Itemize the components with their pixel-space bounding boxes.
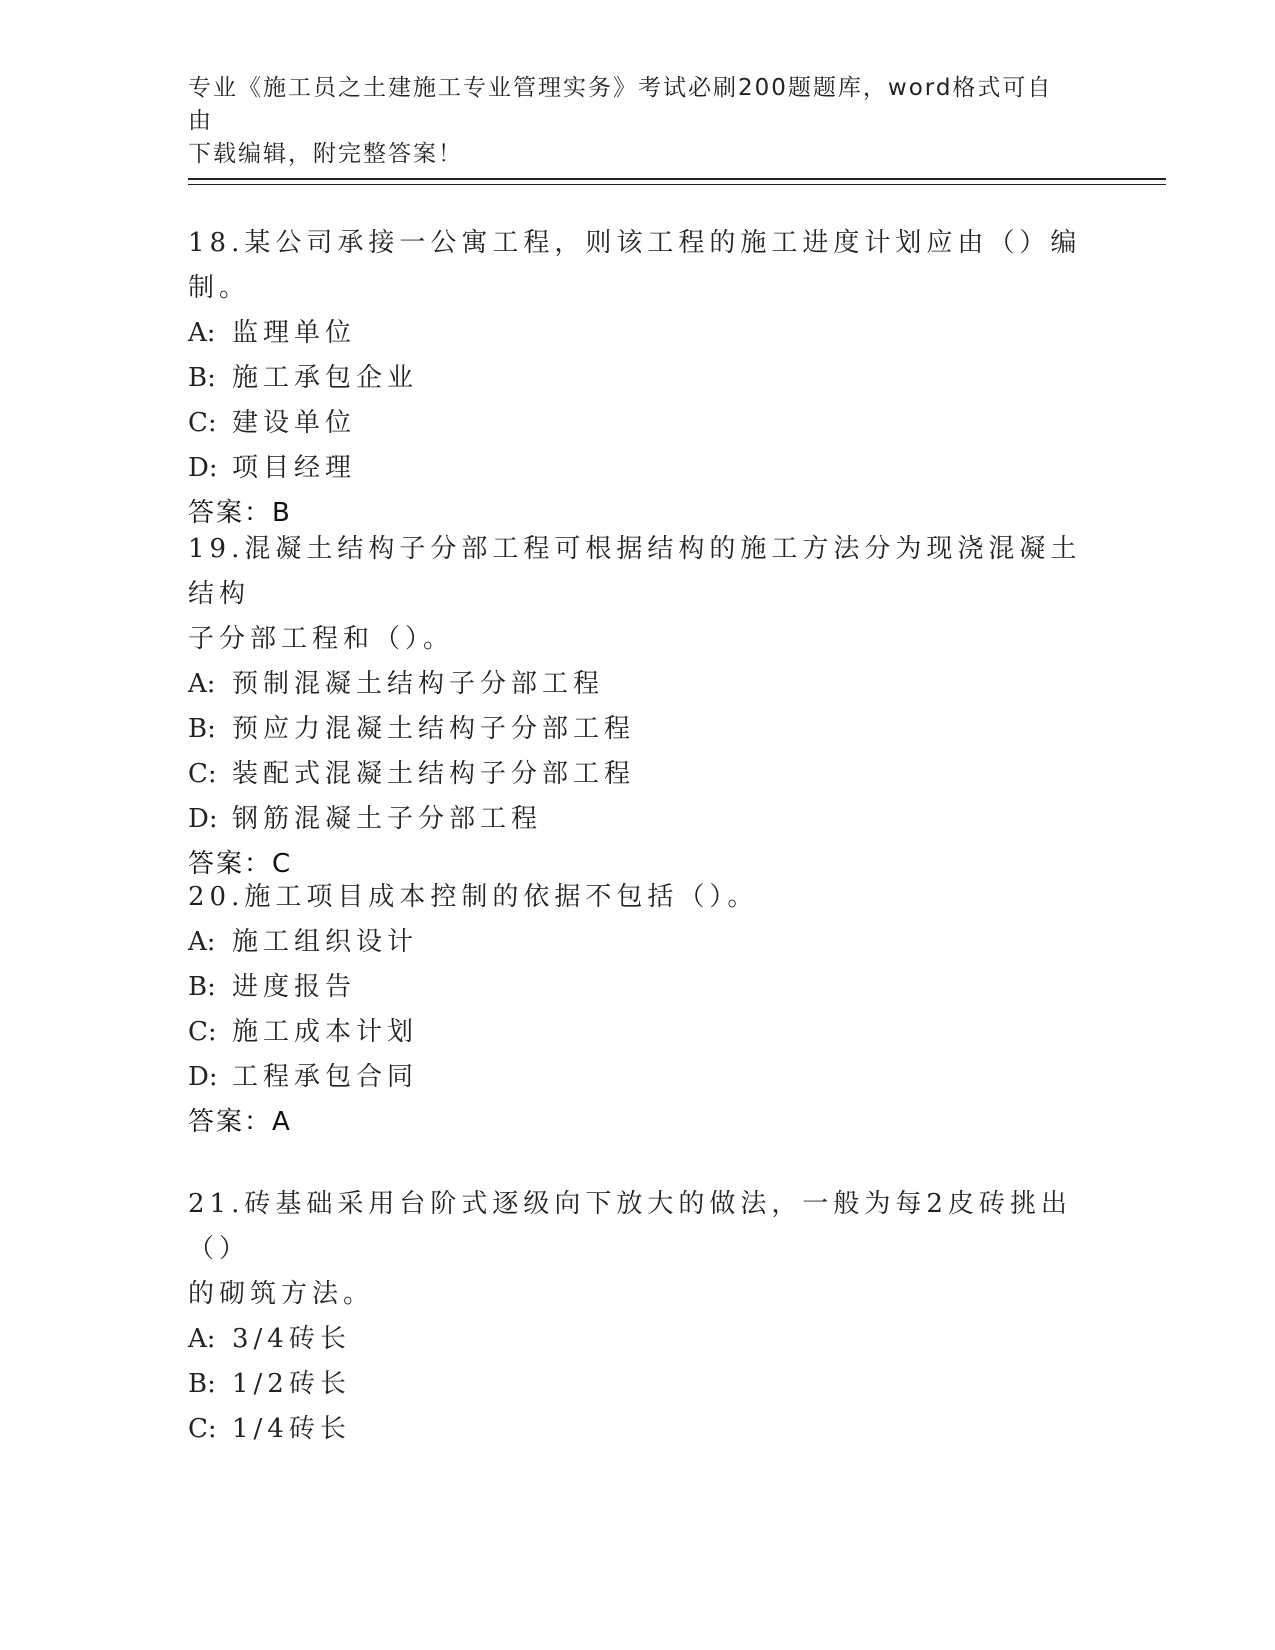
option-a — [188, 311, 1088, 356]
option-c — [188, 1010, 1088, 1055]
option-label: A: — [188, 318, 216, 348]
answer: 答案：B — [188, 498, 292, 528]
answer: 答案：C — [188, 849, 293, 879]
question-stem: 20.施工项目成本控制的依据不包括（）。 — [188, 882, 759, 912]
header-divider-thick — [188, 178, 1166, 180]
option-d — [188, 797, 1088, 842]
header-divider-thin — [188, 184, 1166, 185]
option-label: A: — [188, 669, 216, 699]
option-text: 施工承包企业 — [232, 363, 419, 393]
option-label: B: — [188, 363, 216, 393]
option-label: C: — [188, 1017, 217, 1047]
option-text: 钢筋混凝土子分部工程 — [232, 804, 543, 834]
option-text: 施工组织设计 — [232, 927, 419, 957]
option-d — [188, 446, 1088, 491]
option-a — [188, 662, 1088, 707]
question-stem-line-1: 21.砖基础采用台阶式逐级向下放大的做法，一般为每2皮砖挑出（） — [188, 1189, 1072, 1264]
option-label: D: — [188, 804, 218, 834]
option-text: 3/4砖长 — [232, 1324, 351, 1354]
question-stem-line-1: 19.混凝土结构子分部工程可根据结构的施工方法分为现浇混凝土结构 — [188, 534, 1082, 609]
option-label: C: — [188, 759, 217, 789]
option-text: 项目经理 — [232, 453, 357, 483]
option-c — [188, 1407, 1088, 1452]
option-label: B: — [188, 1369, 216, 1399]
option-label: B: — [188, 714, 216, 744]
option-d — [188, 1055, 1088, 1100]
option-b — [188, 707, 1088, 752]
header-line-2: 下载编辑，附完整答案！ — [188, 141, 463, 167]
option-label: C: — [188, 1414, 217, 1444]
option-label: C: — [188, 408, 217, 438]
option-b — [188, 965, 1088, 1010]
option-text: 1/2砖长 — [232, 1369, 351, 1399]
option-a — [188, 1317, 1088, 1362]
option-text: 监理单位 — [232, 318, 357, 348]
question-stem-line-2: 的砌筑方法。 — [188, 1279, 375, 1309]
option-text: 预制混凝土结构子分部工程 — [232, 669, 605, 699]
option-label: D: — [188, 453, 218, 483]
question-20 — [188, 875, 1088, 1145]
option-label: D: — [188, 1062, 218, 1092]
document-header — [188, 72, 1068, 171]
question-21 — [188, 1182, 1088, 1452]
option-text: 预应力混凝土结构子分部工程 — [232, 714, 636, 744]
header-line-1: 专业《施工员之土建施工专业管理实务》考试必刷200题题库，word格式可自由 — [188, 75, 1053, 134]
question-19 — [188, 527, 1088, 887]
option-label: A: — [188, 927, 216, 957]
question-18 — [188, 221, 1088, 536]
option-text: 装配式混凝土结构子分部工程 — [232, 759, 636, 789]
option-c — [188, 752, 1088, 797]
option-text: 1/4砖长 — [232, 1414, 351, 1444]
option-b — [188, 1362, 1088, 1407]
option-label: A: — [188, 1324, 216, 1354]
option-text: 施工成本计划 — [232, 1017, 419, 1047]
option-text: 进度报告 — [232, 972, 357, 1002]
option-text: 工程承包合同 — [232, 1062, 419, 1092]
question-stem: 18.某公司承接一公寓工程，则该工程的施工进度计划应由（）编制。 — [188, 228, 1082, 303]
question-stem-line-2: 子分部工程和（）。 — [188, 624, 455, 654]
option-a — [188, 920, 1088, 965]
option-b — [188, 356, 1088, 401]
option-c — [188, 401, 1088, 446]
option-text: 建设单位 — [232, 408, 357, 438]
option-label: B: — [188, 972, 216, 1002]
answer: 答案：A — [188, 1107, 292, 1137]
